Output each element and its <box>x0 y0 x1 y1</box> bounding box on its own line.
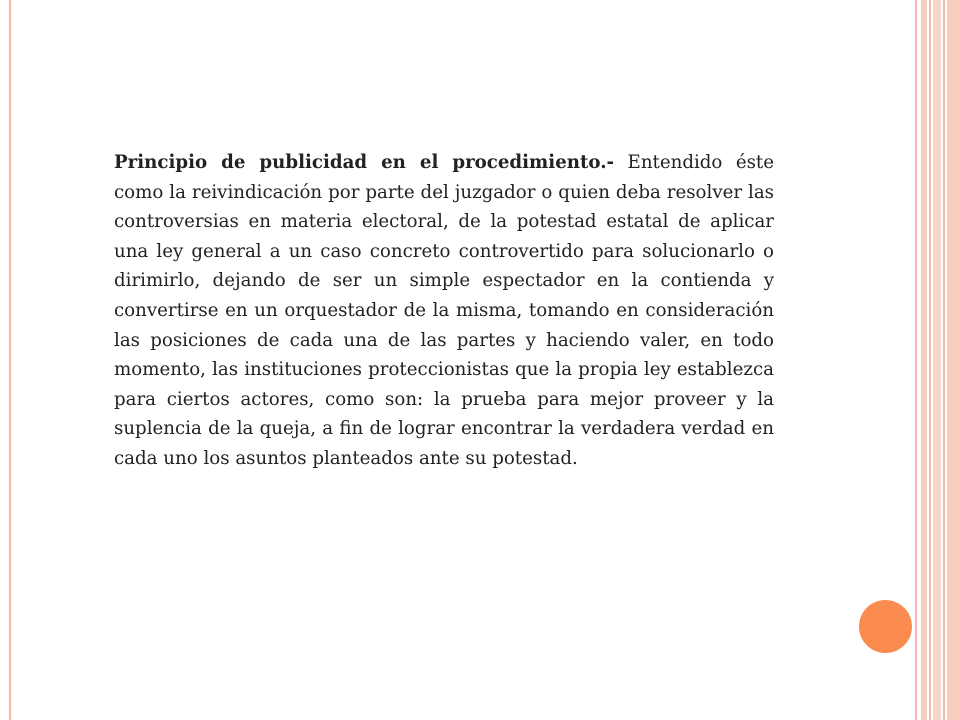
slide-body-text <box>114 148 774 474</box>
decorative-stripe <box>947 0 960 720</box>
accent-circle <box>856 597 915 656</box>
slide-paragraph: Entendido éste como la reivindicación por parte del juzgador o quien deba resolver las controversias en materia electoral, de la potestad estatal de aplicar una ley general a un caso concreto controvertido para solucionarlo o dirimirlo, dejando de ser un simple espectador en la contienda y convertirse en un orquestador de la misma, tomando en consideración las posiciones de cada una de las partes y haciendo valer, en todo momento, las instituciones proteccionistas que la propia ley establezca para ciertos actores, como son: la prueba para mejor proveer y la suplencia de la queja, a fin de lograr encontrar la verdadera verdad en cada uno los asuntos planteados ante su potestad. <box>114 152 774 469</box>
decorative-stripe <box>929 0 931 720</box>
decorative-stripe <box>943 0 945 720</box>
decorative-stripe <box>933 0 941 720</box>
slide-heading: Principio de publicidad en el procedimiento.- <box>114 152 615 173</box>
decorative-stripe <box>921 0 927 720</box>
